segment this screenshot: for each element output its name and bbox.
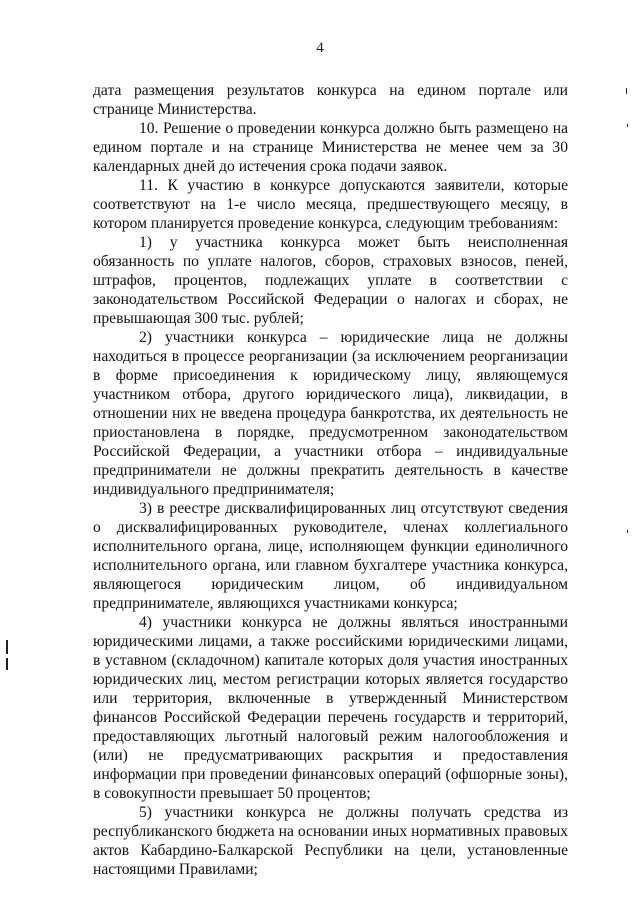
scan-artifact-right-top: [626, 88, 627, 94]
paragraph-clause-11: 11. К участию в конкурсе допускаются заявители, которые соответствуют на 1-е число месяца, предшествующего месяцу, в котором планируется проведение конкурса, следующим требованиям:: [93, 177, 568, 232]
paragraph-clause-11-4: 4) участники конкурса не должны являться иностранными юридическими лицами, а также российскими юридическими лицами, в уставном (складочном) капитале которых доля участия иностранных юридических лиц, местом регистрации которых является государство или территория, включенные в утвержденный Министерством финансов Российской Федерации перечень государств и территорий, предоставляющих льготный налоговый режим налогообложения и (или) не предусматривающих раскрытия и предоставления информации при проведении финансовых операций (офшорные зоны), в совокупности превышает 50 процентов;: [93, 614, 568, 802]
paragraph-clause-11-2: 2) участники конкурса – юридические лица не должны находиться в процессе реорганизации (за исключением реорганизации в форме присоединения к юридическому лицу, являющемуся участником отбора, другого юридического лица), ликвидации, в отношении них не введена процедура банкротства, их деятельность не приостановлена в порядке, предусмотренном законодательством Российской Федерации, а участники отбора – индивидуальные предприниматели не должны прекратить деятельность в качестве индивидуального предпринимателя;: [93, 329, 568, 498]
paragraph-clause-11-1: 1) у участника конкурса может быть неисполненная обязанность по уплате налогов, сборов, страховых взносов, пеней, штрафов, процентов, подлежащих уплате в соответствии с законодательством Российской Федерации о налогах и сборах, не превышающая 300 тыс. рублей;: [93, 234, 568, 327]
scan-artifact-left-2: [6, 658, 8, 670]
paragraph-clause-11-5: 5) участники конкурса не должны получать средства из республиканского бюджета на основании иных нормативных правовых актов Кабардино-Балкарской Республики на цели, установленные настоящими Правилами;: [93, 804, 568, 878]
scan-artifact-right-mid: [627, 124, 628, 127]
page-number: 4: [316, 40, 324, 56]
paragraph-continuation: дата размещения результатов конкурса на едином портале или странице Министерства.: [93, 82, 568, 118]
paragraph-clause-10: 10. Решение о проведении конкурса должно быть размещено на едином портале и на странице Министерства не менее чем за 30 календарных дней до истечения срока подачи заявок.: [93, 120, 568, 175]
scan-artifact-left-1: [6, 640, 8, 654]
paragraph-clause-11-3: 3) в реестре дисквалифицированных лиц отсутствуют сведения о дисквалифицированных руководителе, членах коллегиального исполнительного органа, лице, исполняющем функции единоличного исполнительного органа, или главном бухгалтере участника конкурса, являющегося юридическим лицом, об индивидуальном предпринимателе, являющихся участниками конкурса;: [93, 500, 568, 612]
scan-artifact-right-low: [627, 530, 628, 533]
document-body: [93, 81, 568, 879]
